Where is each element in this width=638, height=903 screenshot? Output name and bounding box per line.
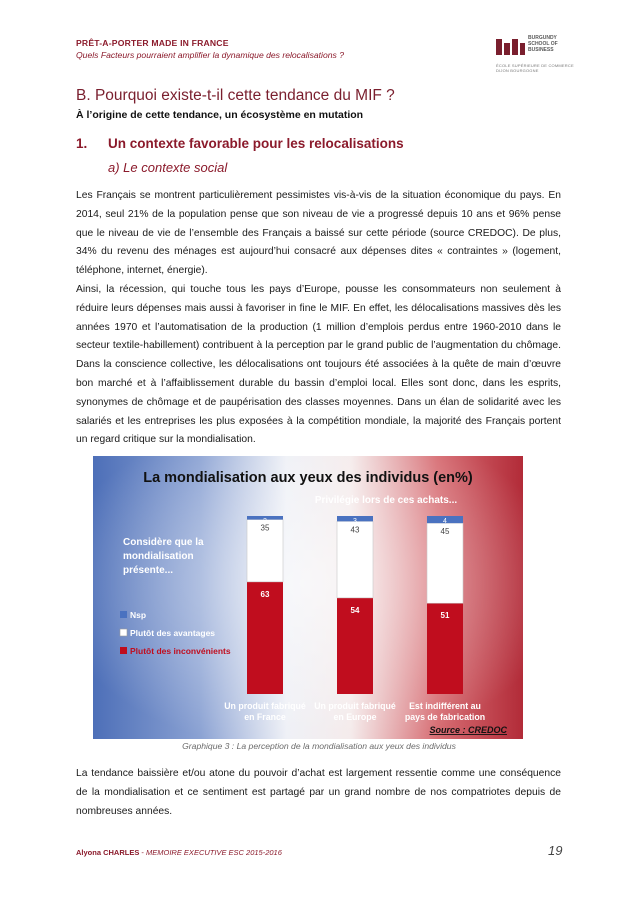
footer-doc: MEMOIRE EXECUTIVE ESC 2015-2016 [146,848,282,857]
data-label-nsp-3: 4 [443,518,447,525]
chart-source: Source : CREDOC [429,725,507,735]
legend-swatch-1 [120,611,127,618]
data-label-inconvenients-1: 63 [260,589,270,599]
side-label: Considère que la mondialisation présente... [123,537,204,576]
legend-swatch-2 [120,629,127,636]
logo-tagline: ÉCOLE SUPÉRIEURE DE COMMERCE DIJON BOURGOGNE [496,63,574,73]
chart-subtitle: Privilégie lors de ces achats... [314,495,458,506]
legend-label-1: Nsp [130,610,147,620]
header-subtitle: Quels Facteurs pourraient amplifier la dynamique des relocalisations ? [76,50,344,60]
logo-text: BURGUNDY SCHOOL OF BUSINESS [528,35,558,53]
data-label-inconvenients-2: 54 [350,605,360,615]
data-label-inconvenients-3: 51 [440,611,450,621]
footer-author: Alyona CHARLES [76,848,140,857]
footer-separator: - [139,848,147,857]
paragraph: Les Français se montrent particulièrement pessimistes vis-à-vis de la situation économique du pays. En 2014, seul 21% de la population pense que son niveau de vie a progressé depuis 10 ans et 96% pense que le niveau de vie de l’ensemble des Français a baissé sur cette période (source CREDOC). De plus, 34% du revenu des ménages est aujourd’hui consacré aux dépenses dites « contraintes » (logement, téléphone, internet, énergie). [76,190,561,277]
data-label-nsp-2: 3 [353,518,357,525]
header-title: PRÊT-A-PORTER MADE IN FRANCE [76,38,229,48]
category-label-1: Un produit fabriqué en France [224,701,306,722]
legend-swatch-3 [120,647,127,654]
chart-title: La mondialisation aux yeux des individus (en%) [143,470,473,486]
bar-chart [93,456,523,739]
subsection-number: 1. [76,136,88,151]
section-intro: À l’origine de cette tendance, un écosystème en mutation [76,109,364,121]
data-label-nsp-1: 2 [263,518,267,525]
data-label-avantages-3: 45 [440,527,450,537]
paragraph: La tendance baissière et/ou atone du pouvoir d’achat est largement ressentie comme une conséquence de la mondialisation et ce sentiment est partagé par un grand nombre de nos compatriotes depuis de nombreuses années. [76,768,561,817]
data-label-avantages-1: 35 [260,523,270,533]
legend-label-3: Plutôt des inconvénients [130,646,231,656]
legend-label-2: Plutôt des avantages [130,628,216,638]
data-label-avantages-2: 43 [350,525,360,535]
subsection-title: Un contexte favorable pour les relocalisations [108,136,404,151]
section-heading: B. Pourquoi existe-t-il cette tendance du MIF ? [76,87,395,104]
category-label-2: Un produit fabriqué en Europe [314,701,396,722]
paragraph: Ainsi, la récession, qui touche tous les pays d’Europe, pousse les consommateurs non seulement à réduire leurs dépenses mais aussi à favoriser in fine le MIF. En effet, les délocalisations massives dès les années 1970 et l’automatisation de la production (1 million d’emplois perdus entre 1960-2010 dans le secteur textile-habillement) contribuent à la perception par le grand public de l’augmentation du chômage. Dans la conscience collective, les délocalisations ont toujours été associées à la quête de main d’œuvre bon marché et à l’affaiblissement durable du bassin d’emploi local. Elles sont donc, dans les esprits, synonymes de chômage et de paupérisation des classes moyennes. Dans un élan de solidarité avec les salariés et les entreprises les plus exposées à la compétition mondiale, la majorité des Français portent un regard critique sur la mondialisation. [76,284,561,446]
category-label-3: Est indifférent au pays de fabrication [404,701,486,722]
page-number: 19 [548,843,563,858]
footer [76,848,282,857]
subsubsection-title: a) Le contexte social [108,160,228,175]
chart-caption: Graphique 3 : La perception de la mondialisation aux yeux des individus [182,741,456,751]
